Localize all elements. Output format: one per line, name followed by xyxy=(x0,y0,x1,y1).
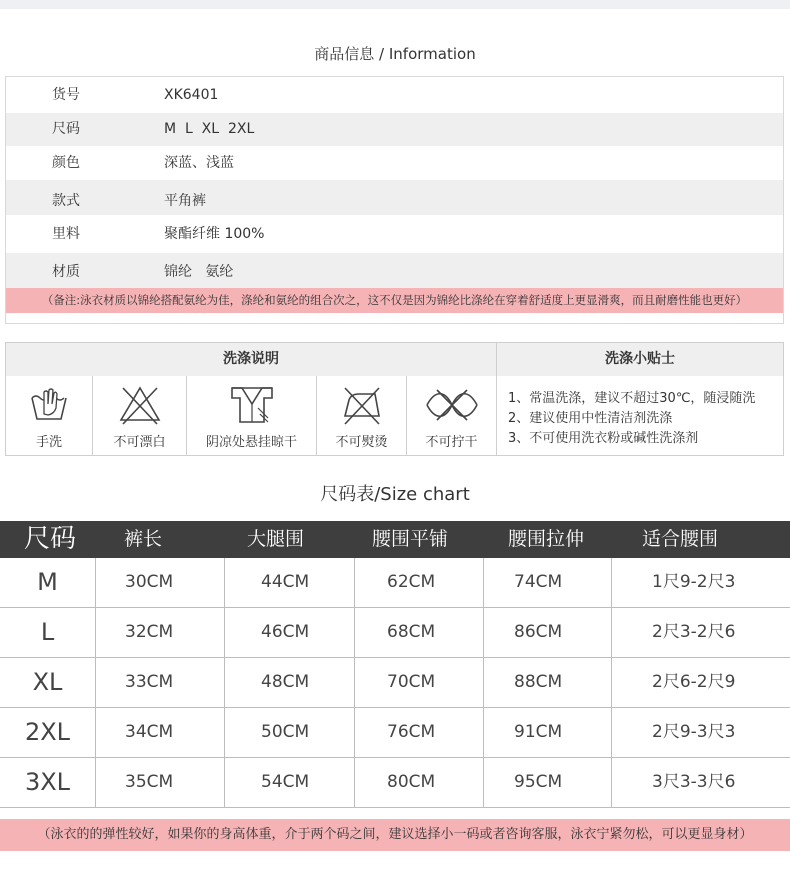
size-cell: 44CM xyxy=(225,558,355,607)
info-key: 尺码 xyxy=(52,121,80,137)
size-row xyxy=(0,758,790,808)
info-row xyxy=(6,113,783,146)
hang-dry-shade-icon xyxy=(228,384,276,426)
size-row xyxy=(0,708,790,758)
info-title: 商品信息 / Information xyxy=(314,45,476,63)
size-cell: 3尺3-3尺6 xyxy=(652,772,736,792)
wash-label: 手洗 xyxy=(35,435,62,450)
size-row xyxy=(0,608,790,658)
size-row xyxy=(0,558,790,608)
wash-label: 阴凉处悬挂晾干 xyxy=(205,435,297,450)
info-key: 颜色 xyxy=(52,155,80,171)
size-cell: 68CM xyxy=(355,608,484,657)
wash-item-no-bleach xyxy=(93,376,187,455)
wash-instructions-header: 洗涤说明 xyxy=(6,343,497,376)
size-cell: 33CM xyxy=(96,658,225,707)
size-header-cell: 大腿围 xyxy=(247,528,305,550)
size-cell: 70CM xyxy=(355,658,484,707)
size-cell: 34CM xyxy=(96,708,225,757)
wash-tip: 2、建议使用中性清洁剂洗涤 xyxy=(508,411,673,426)
size-cell: 2尺6-2尺9 xyxy=(652,672,736,692)
wash-tips xyxy=(508,389,755,449)
size-cell: 3XL xyxy=(0,758,96,807)
info-value: M L XL 2XL xyxy=(164,121,255,137)
wash-item-no-iron xyxy=(317,376,407,455)
wash-label: 不可熨烫 xyxy=(335,435,388,450)
size-cell: 62CM xyxy=(355,558,484,607)
size-cell: 95CM xyxy=(484,758,612,807)
size-header-cell: 腰围拉伸 xyxy=(508,528,585,550)
size-cell: 76CM xyxy=(355,708,484,757)
wash-item-no-wring xyxy=(407,376,497,455)
size-cell: 48CM xyxy=(225,658,355,707)
top-bar xyxy=(0,0,790,9)
size-cell: 2尺3-2尺6 xyxy=(652,622,736,642)
no-wring-icon xyxy=(425,384,479,426)
size-cell: 30CM xyxy=(96,558,225,607)
size-note: （泳衣的的弹性较好，如果你的身高体重，介于两个码之间，建议选择小一码或者咨询客服，泳衣宁紧勿松，可以更显身材） xyxy=(0,819,790,851)
size-cell: XL xyxy=(0,658,96,707)
info-row xyxy=(6,180,783,215)
hand-wash-icon xyxy=(28,384,70,424)
info-value: XK6401 xyxy=(164,87,219,103)
size-cell: 2尺9-3尺3 xyxy=(652,722,736,742)
size-cell: 80CM xyxy=(355,758,484,807)
size-cell: L xyxy=(0,608,96,657)
info-key: 里料 xyxy=(52,226,80,242)
size-cell: 1尺9-2尺3 xyxy=(652,572,736,592)
size-cell: 54CM xyxy=(225,758,355,807)
wash-label: 不可拧干 xyxy=(425,435,478,450)
size-table-header xyxy=(0,521,790,558)
size-cell: 50CM xyxy=(225,708,355,757)
size-cell: 2XL xyxy=(0,708,96,757)
size-chart-title: 尺码表/Size chart xyxy=(320,484,470,505)
info-table xyxy=(5,76,784,324)
size-header-cell: 腰围平铺 xyxy=(372,528,449,550)
size-cell: 91CM xyxy=(484,708,612,757)
wash-item-hand-wash xyxy=(6,376,93,455)
size-cell: 88CM xyxy=(484,658,612,707)
material-note: （备注:泳衣材质以锦纶搭配氨纶为佳，涤纶和氨纶的组合次之，这不仅是因为锦纶比涤纶在穿着舒适度上更显滑爽，而且耐磨性能也更好） xyxy=(6,288,783,313)
no-iron-icon xyxy=(339,384,385,426)
size-cell: 74CM xyxy=(484,558,612,607)
info-value: 深蓝、浅蓝 xyxy=(164,155,234,171)
size-cell: 32CM xyxy=(96,608,225,657)
info-value: 平角裤 xyxy=(164,193,206,209)
wash-table xyxy=(5,342,784,456)
no-bleach-icon xyxy=(117,384,163,426)
info-key: 材质 xyxy=(52,264,80,280)
wash-label: 不可漂白 xyxy=(113,435,166,450)
size-cell: 35CM xyxy=(96,758,225,807)
size-cell: M xyxy=(0,558,96,607)
size-row xyxy=(0,658,790,708)
size-header-cell: 裤长 xyxy=(124,528,163,550)
size-header-cell: 尺码 xyxy=(24,524,77,554)
info-value: 聚酯纤维 100% xyxy=(164,226,265,242)
info-row xyxy=(6,77,783,113)
info-key: 货号 xyxy=(52,87,80,103)
wash-tip: 3、不可使用洗衣粉或碱性洗涤剂 xyxy=(508,431,699,446)
info-value: 锦纶 氨纶 xyxy=(164,264,234,280)
wash-item-hang-dry xyxy=(187,376,317,455)
info-row xyxy=(6,146,783,180)
info-key: 款式 xyxy=(52,193,80,209)
info-row xyxy=(6,253,783,288)
size-cell: 86CM xyxy=(484,608,612,657)
info-row xyxy=(6,215,783,253)
wash-tip: 1、常温洗涤，建议不超过30℃，随浸随洗 xyxy=(508,391,756,406)
wash-tips-header: 洗涤小贴士 xyxy=(497,343,783,376)
size-header-cell: 适合腰围 xyxy=(642,528,719,550)
size-cell: 46CM xyxy=(225,608,355,657)
